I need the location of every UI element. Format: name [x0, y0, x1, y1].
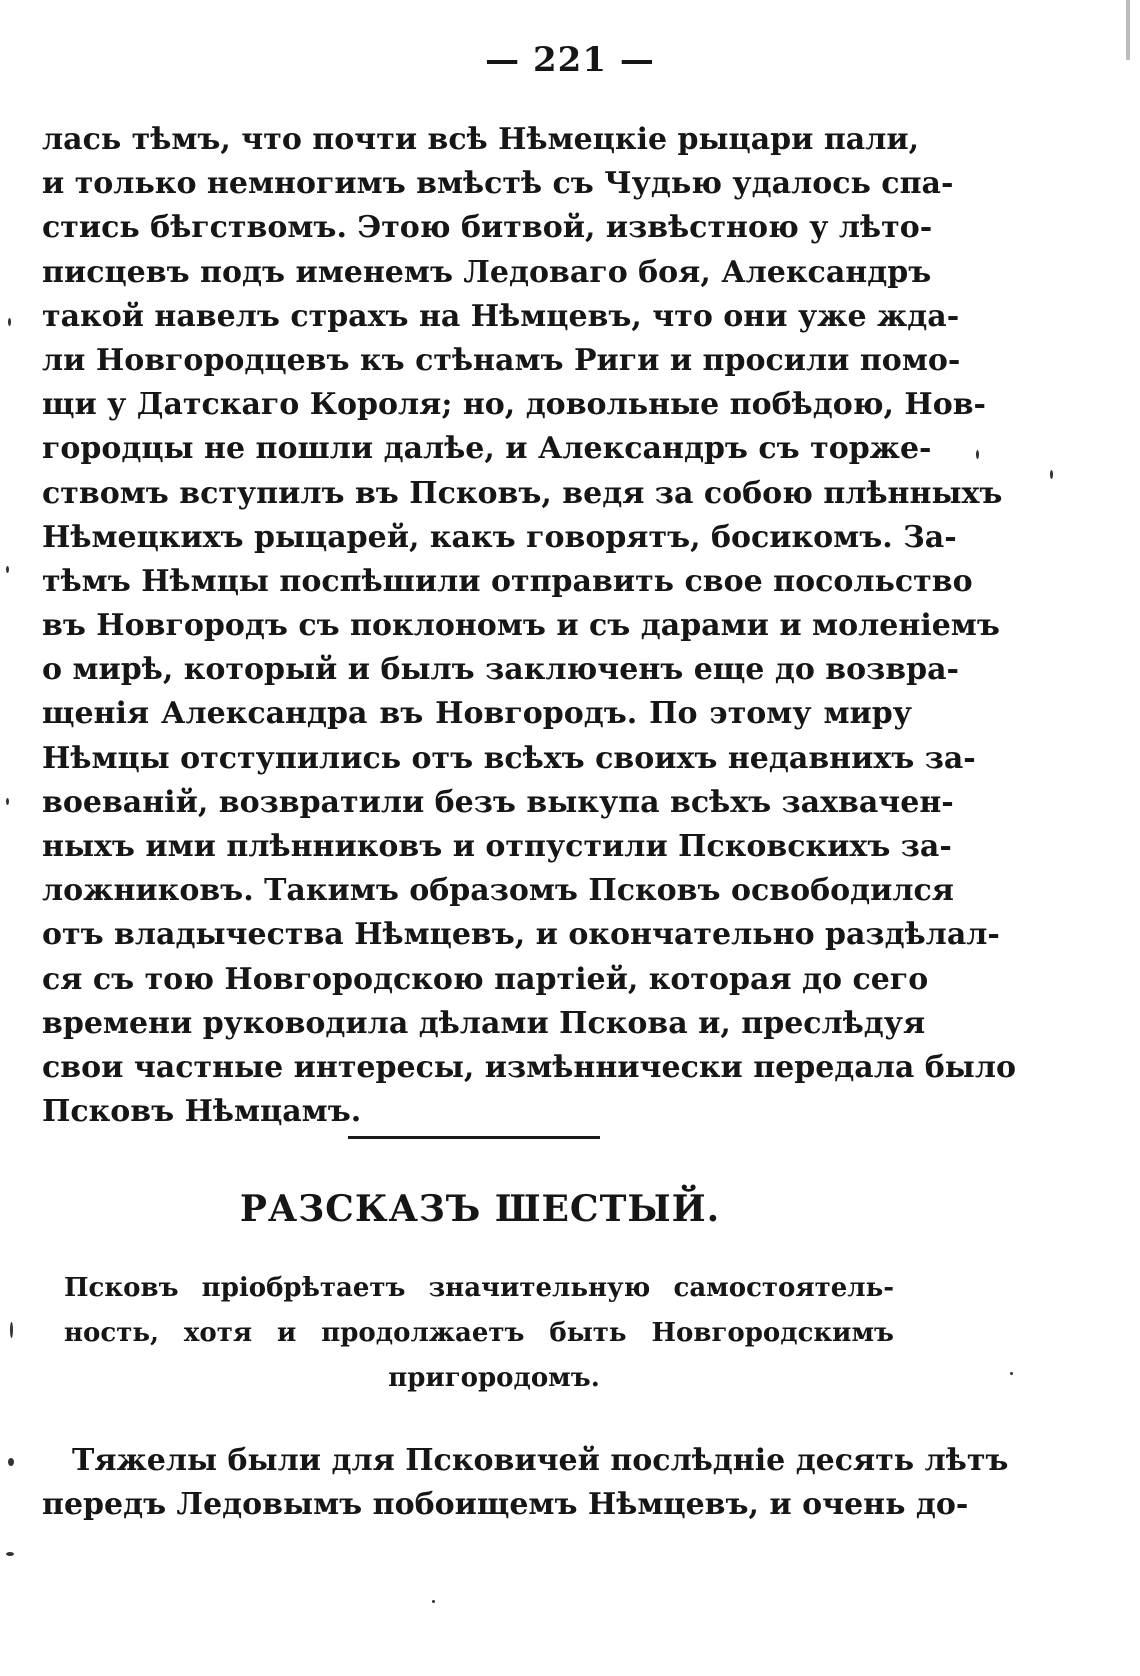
scan-speck — [6, 798, 9, 805]
text-line: и только немногимъ вмѣстѣ съ Чудью удалось спа- — [42, 166, 954, 202]
text-line: времени руководила дѣлами Пскова и, преслѣдуя — [42, 1005, 926, 1041]
text-line: отъ владычества Нѣмцевъ, и окончательно раздѣлал- — [42, 917, 1000, 953]
text-line: городцы не пошли далѣе, и Александръ съ торже- — [42, 431, 932, 467]
scan-speck — [1010, 1372, 1013, 1375]
scan-speck — [1050, 470, 1053, 479]
text-line: щи у Датскаго Короля; но, довольные побѣдою, Нов- — [42, 387, 987, 423]
summary-line: Псковъ пріобрѣтаетъ значительную самостоятель- — [64, 1273, 894, 1303]
text-line: ложниковъ. Такимъ образомъ Псковъ освободился — [42, 873, 954, 909]
text-line: ныхъ ими плѣнниковъ и отпустили Псковскихъ за- — [42, 829, 952, 864]
text-line: о мирѣ, который и былъ заключенъ еще до возвра- — [42, 652, 959, 688]
chapter-summary — [64, 1266, 894, 1401]
scan-speck — [1126, 0, 1130, 60]
text-line: ствомъ вступилъ въ Псковъ, ведя за собою плѣнныхъ — [42, 475, 1003, 511]
chapter-title: РАЗСКАЗЪ ШЕСТЫЙ. — [239, 1188, 721, 1230]
text-line: ли Новгородцевъ къ стѣнамъ Риги и просили помо- — [42, 342, 961, 378]
scan-speck — [6, 566, 9, 573]
scan-speck — [8, 1458, 14, 1466]
text-line: Нѣмецкихъ рыцарей, какъ говорятъ, босикомъ. За- — [42, 519, 957, 555]
summary-line: ность, хотя и продолжаетъ быть Новгородскимъ — [64, 1318, 894, 1348]
text-line: воеваній, возвратили безъ выкупа всѣхъ захвачен- — [42, 784, 954, 820]
scan-speck — [8, 318, 11, 326]
text-line: тѣмъ Нѣмцы поспѣшили отправить свое посольство — [42, 563, 973, 599]
main-text-block — [42, 118, 1017, 1134]
section-divider — [348, 1136, 600, 1139]
text-line: лась тѣмъ, что почти всѣ Нѣмецкіе рыцари пали, — [42, 122, 920, 157]
text-line: щенія Александра въ Новгородъ. По этому миру — [42, 696, 912, 732]
text-line: писцевъ подъ именемъ Ледоваго боя, Александръ — [42, 254, 932, 290]
text-line: Нѣмцы отступились отъ всѣхъ своихъ недавнихъ за- — [42, 740, 976, 776]
text-line: такой навелъ страхъ на Нѣмцевъ, что они уже жда- — [42, 298, 960, 334]
text-line: ся съ тою Новгородскою партіей, которая до сего — [42, 961, 929, 997]
scan-speck — [432, 1600, 435, 1603]
scan-speck — [10, 1322, 13, 1338]
text-line: въ Новгородъ съ поклономъ и съ дарами и моленіемъ — [42, 608, 1000, 644]
text-line: передъ Ледовымъ побоищемъ Нѣмцевъ, и очень до- — [42, 1487, 969, 1523]
text-line-last: Псковъ Нѣмцамъ. — [42, 1094, 362, 1130]
page-number: — 221 — — [485, 40, 655, 80]
continuation-text-block — [42, 1439, 1009, 1527]
scan-speck — [6, 1552, 14, 1556]
text-line: стись бѣгствомъ. Этою битвой, извѣстною у лѣто- — [42, 210, 933, 246]
text-line: свои частные интересы, измѣннически передала было — [42, 1049, 1017, 1085]
scan-speck — [976, 450, 979, 459]
text-line: Тяжелы были для Псковичей послѣдніе десять лѣтъ — [72, 1443, 1009, 1478]
summary-line: пригородомъ. — [388, 1363, 600, 1393]
